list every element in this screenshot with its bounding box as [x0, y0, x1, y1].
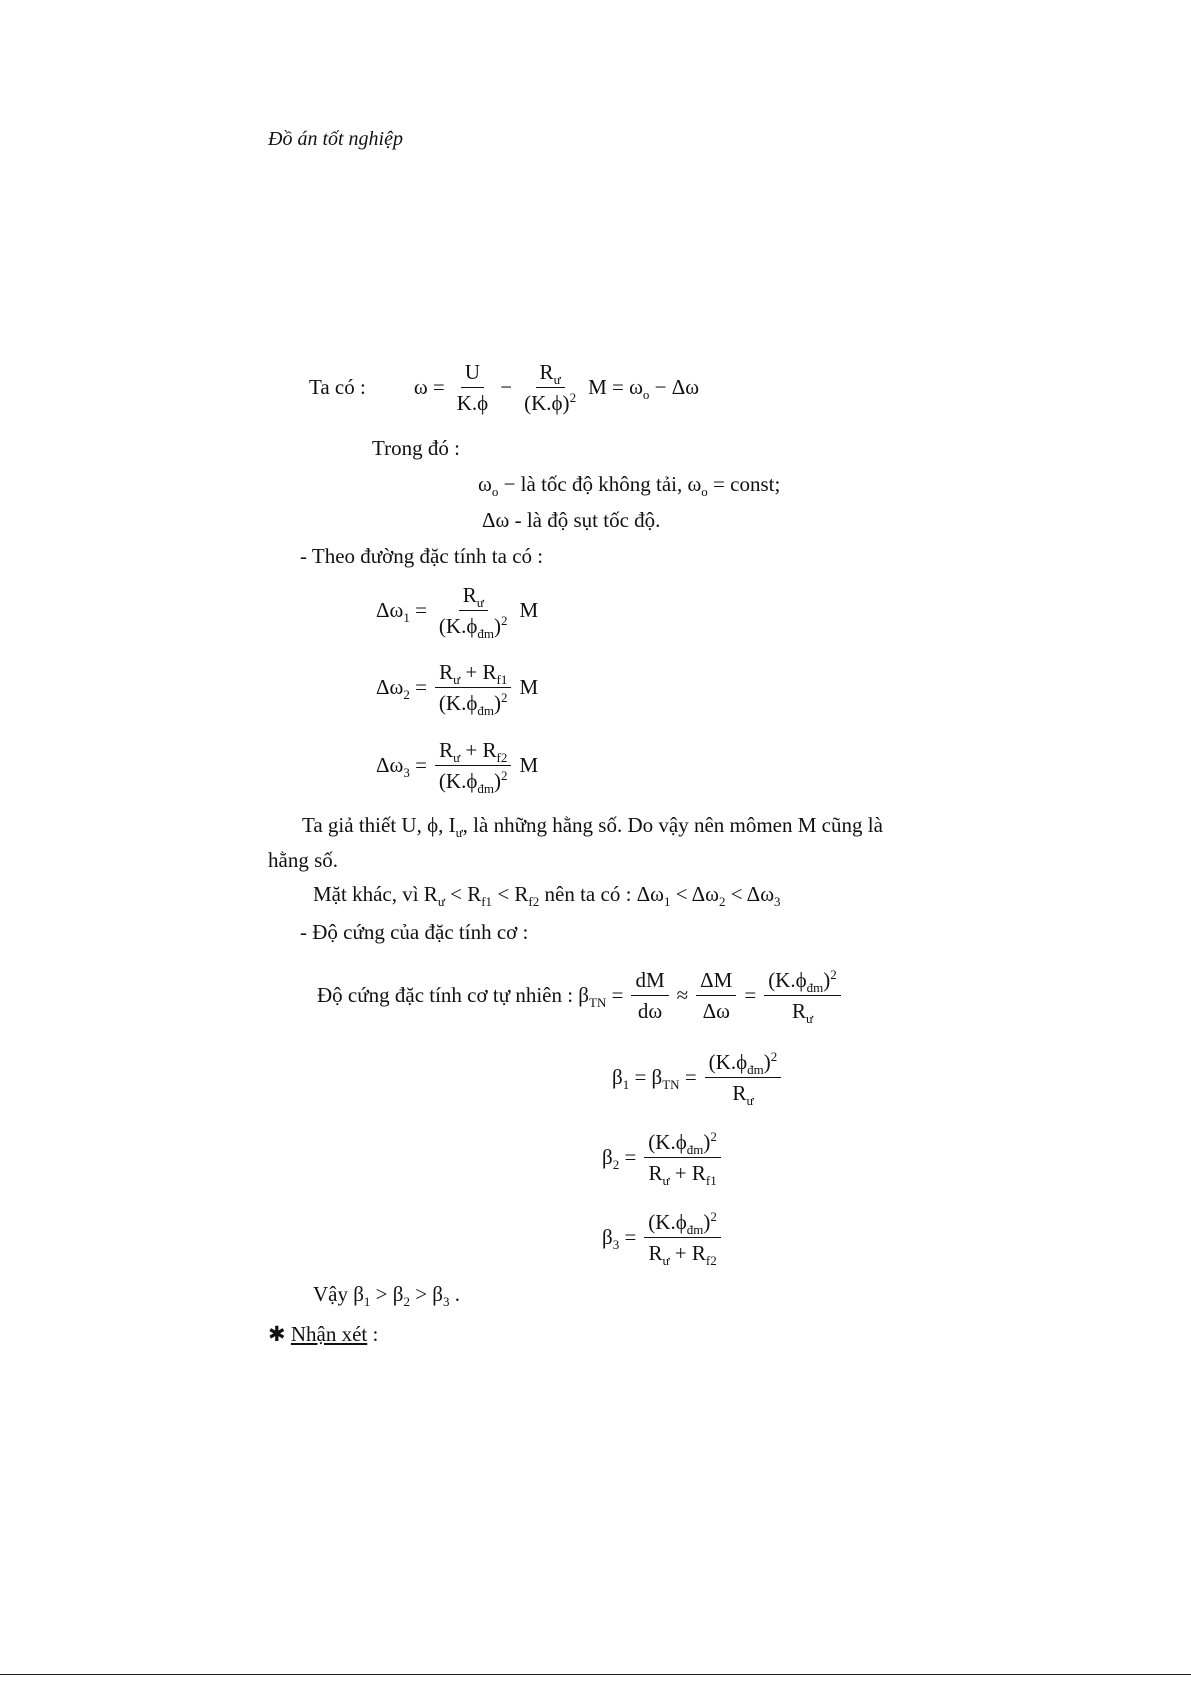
equation-beta3: $\beta_3$ = $\frac{(K.\phi_{đm})^2}{R_ư + R_{f2}}$	[598, 1210, 725, 1265]
equation-dw3: $\Delta\omega_3$ = $\frac{R_ư + R_{f2}}{(K.\phi_{đm})^2}$ M	[376, 738, 539, 797]
nhan-xet-heading: ✱ Nhận xét :	[268, 1322, 379, 1346]
equation-beta1: $\beta_1 = \beta_{TN}$ = $\frac{(K.\phi_{đm})^2}{R_ư}$	[608, 1050, 785, 1105]
theo-duong-dac-tinh: - Theo đường đặc tính ta có :	[300, 544, 544, 568]
conclusion-vay: Vậy $\beta_1 > \beta_2 > \beta_3$ .	[313, 1282, 460, 1310]
do-cung-heading: - Độ cứng của đặc tính cơ :	[300, 920, 529, 944]
definition-omega0: $\omega_o$ − là tốc độ không tải, $\omega_o$ = const;	[478, 472, 781, 500]
fraction-u-over-kphi: $\frac{U}{K.\phi}$	[456, 360, 489, 416]
equation-dw1: $\Delta\omega_1$ = $\frac{R_ư}{(K.\phi_{đm})^2}$ M	[376, 583, 539, 642]
page-header: Đồ án tốt nghiệp	[268, 128, 403, 150]
equation-beta-tn: Độ cứng đặc tính cơ tự nhiên : $\beta_{TN}$ = $\frac{dM}{d\omega}$ ≈ $\frac{\Delta M}{\Delta\omega}$ = $\frac{(K.\phi_{đm})^2}{R_ư}$	[313, 968, 845, 1023]
definition-delta-omega: Δω - là độ sụt tốc độ.	[482, 508, 661, 532]
ta-co-label: Ta có :	[309, 375, 366, 400]
paragraph-gia-thiet: Ta giả thiết U, ϕ, $I_ư$, là những hằng số. Do vậy nên mômen M cũng là	[302, 813, 883, 841]
mat-khac-line: Mặt khác, vì $R_ư < R_{f1} < R_{f2}$ nên ta có : $\Delta\omega_1 < \Delta\omega_2 < \Delta\omega_3$	[313, 882, 781, 910]
main-equation: Ta có : ω = $\frac{U}{K.\phi}$ − $\frac{R_ư}{(K.\phi)^2}$ $M = \omega_o - \Delta\omega$	[309, 360, 700, 416]
asterisk-icon: ✱	[268, 1322, 286, 1346]
equation-dw2: $\Delta\omega_2$ = $\frac{R_ư + R_{f1}}{(K.\phi_{đm})^2}$ M	[376, 660, 539, 719]
footer-rule	[0, 1674, 1191, 1675]
equation-beta2: $\beta_2$ = $\frac{(K.\phi_{đm})^2}{R_ư + R_{f1}}$	[598, 1130, 725, 1185]
trong-do: Trong đó :	[372, 436, 460, 460]
paragraph-gia-thiet-cont: hằng số.	[268, 848, 338, 872]
fraction-ru-over-kphi2: $\frac{R_ư}{(K.\phi)^2}$	[524, 360, 577, 416]
